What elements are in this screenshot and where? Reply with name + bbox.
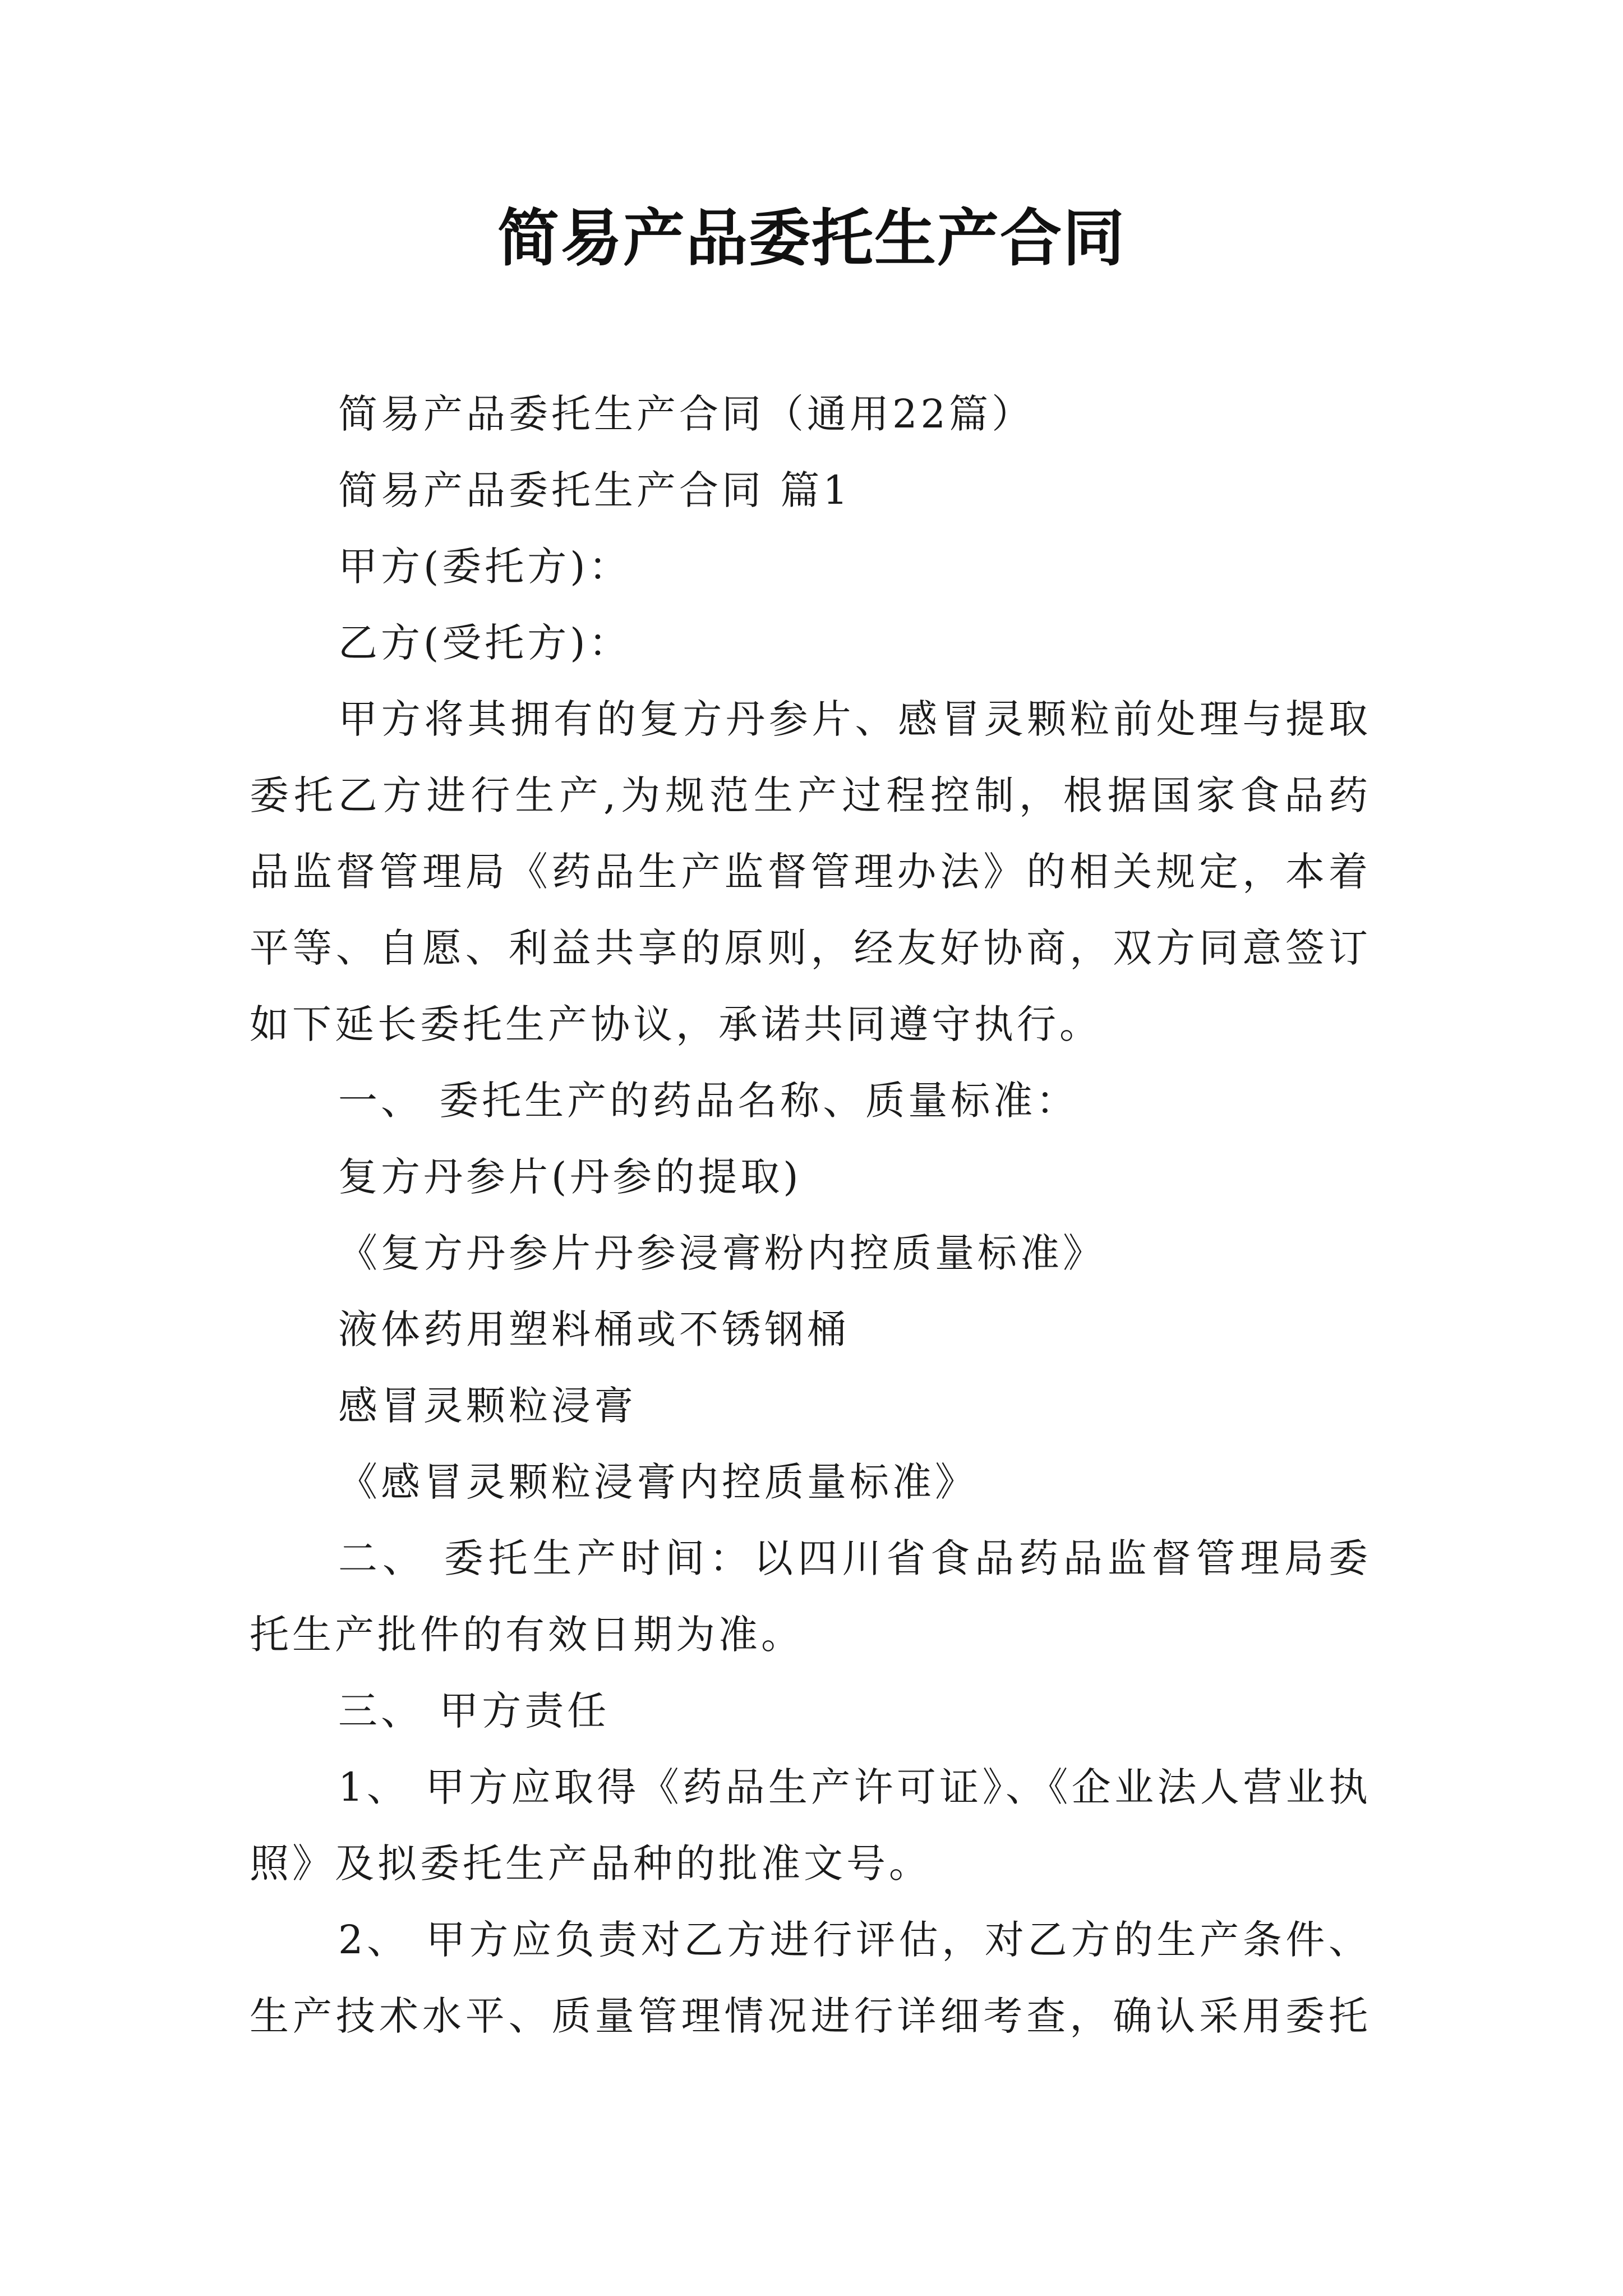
paragraph-line: 品监督管理局《药品生产监督管理办法》的相关规定，本着 (250, 849, 1371, 895)
clause-heading: 一、 委托生产的药品名称、质量标准： (338, 1078, 1079, 1124)
paragraph-line: 如下延长委托生产协议，承诺共同遵守执行。 (250, 1001, 1102, 1047)
party-a-line: 甲方(委托方)： (338, 544, 631, 590)
paragraph-line: 1、 甲方应取得《药品生产许可证》、《企业法人营业执 (338, 1764, 1371, 1810)
document-body (250, 376, 1371, 2054)
party-b-line: 乙方(受托方)： (338, 620, 631, 666)
product-line: 复方丹参片(丹参的提取) (338, 1154, 802, 1200)
paragraph-line: 平等、自愿、利益共享的原则，经友好协商，双方同意签订 (250, 925, 1371, 971)
standard-line: 《复方丹参片丹参浸膏粉内控质量标准》 (338, 1230, 1105, 1276)
section-heading: 简易产品委托生产合同 篇1 (338, 467, 851, 513)
product-line: 感冒灵颗粒浸膏 (338, 1383, 637, 1429)
document-title: 简易产品委托生产合同 (497, 202, 1126, 274)
packaging-line: 液体药用塑料桶或不锈钢桶 (338, 1306, 850, 1352)
paragraph-line: 委托乙方进行生产,为规范生产过程控制，根据国家食品药 (250, 772, 1371, 818)
subtitle-line: 简易产品委托生产合同（通用22篇） (338, 391, 1035, 437)
paragraph-line: 托生产批件的有效日期为准。 (250, 1612, 804, 1658)
paragraph-line: 甲方将其拥有的复方丹参片、感冒灵颗粒前处理与提取 (338, 696, 1371, 742)
clause-heading: 二、 委托生产时间：以四川省食品药品监督管理局委 (338, 1535, 1371, 1581)
paragraph-line: 2、 甲方应负责对乙方进行评估，对乙方的生产条件、 (338, 1917, 1371, 1963)
paragraph-line: 生产技术水平、质量管理情况进行详细考查，确认采用委托 (250, 1993, 1371, 2039)
clause-heading: 三、 甲方责任 (338, 1688, 610, 1734)
paragraph-line: 照》及拟委托生产品种的批准文号。 (250, 1841, 932, 1887)
standard-line: 《感冒灵颗粒浸膏内控质量标准》 (338, 1459, 978, 1505)
